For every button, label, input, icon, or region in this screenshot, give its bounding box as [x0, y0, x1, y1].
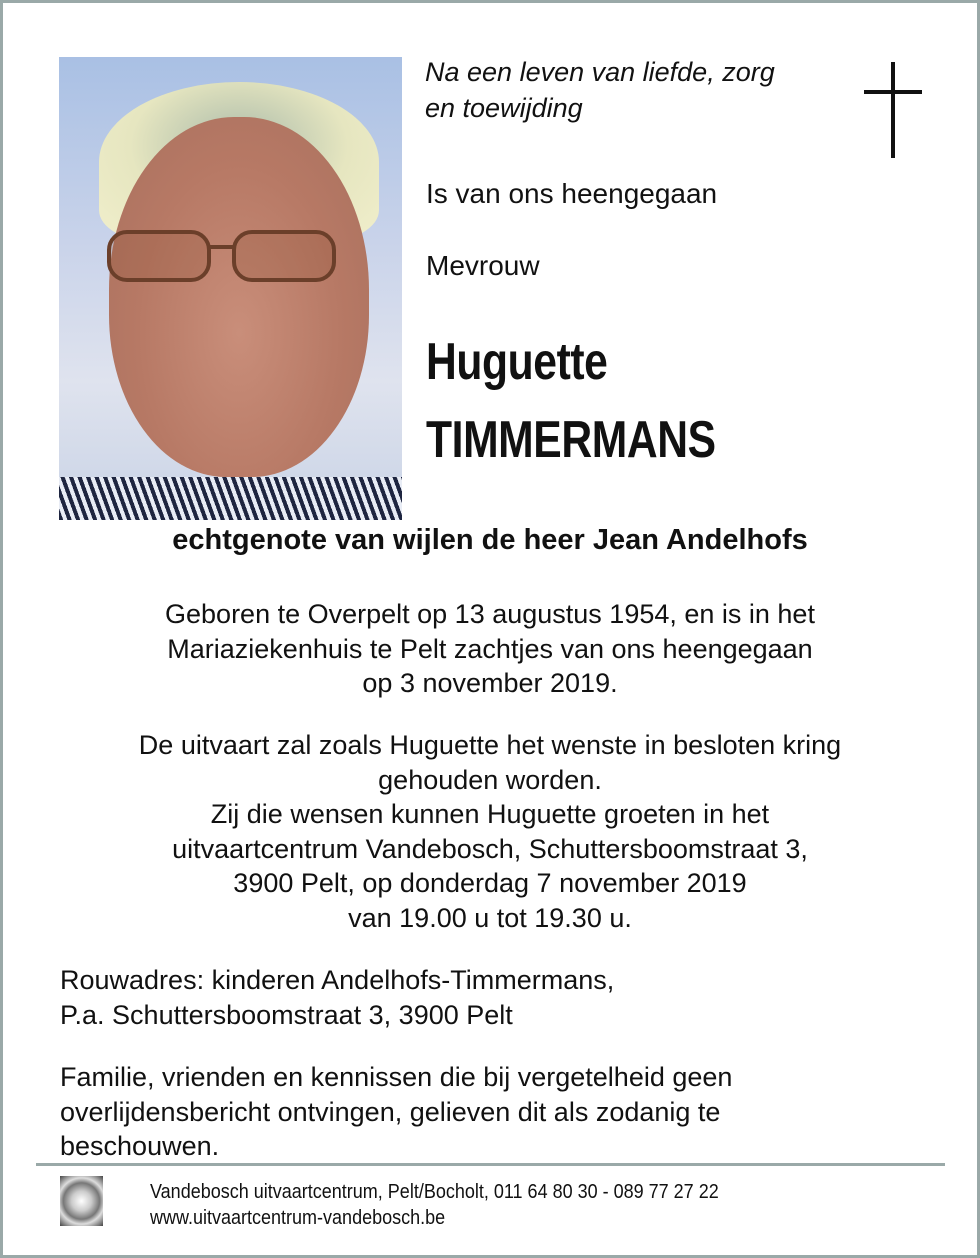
notice-line: Familie, vrienden en kennissen die bij vergetelheid geen — [60, 1062, 733, 1092]
last-name: TIMMERMANS — [426, 411, 716, 469]
funeral-line: van 19.00 u tot 19.30 u. — [348, 902, 632, 933]
notice-line: overlijdensbericht ontvingen, gelieven dit als zodanig te — [60, 1096, 721, 1127]
footer-divider — [36, 1163, 945, 1166]
intro-line: en toewijding — [425, 93, 583, 123]
portrait-photo — [59, 57, 402, 520]
funeral-line: uitvaartcentrum Vandebosch, Schuttersboomstraat 3, — [172, 833, 808, 864]
title-text: Mevrouw — [426, 250, 540, 281]
footer-website: www.uitvaartcentrum-vandebosch.be — [150, 1207, 446, 1229]
spouse-text: echtgenote van wijlen de heer Jean Andelhofs — [172, 524, 808, 556]
first-name: Huguette — [426, 333, 608, 391]
birth-line: Mariaziekenhuis te Pelt zachtjes van ons heengegaan — [167, 633, 813, 664]
intro-text — [425, 54, 775, 126]
funeral-line: gehouden worden. — [378, 764, 602, 795]
passed-text: Is van ons heengegaan — [426, 178, 718, 209]
birth-paragraph — [0, 597, 980, 701]
notice-paragraph — [60, 1060, 732, 1164]
funeral-paragraph — [0, 728, 980, 935]
address-line: P.a. Schuttersboomstraat 3, 3900 Pelt — [60, 999, 513, 1030]
rose-logo-icon — [60, 1176, 103, 1226]
funeral-line: Zij die wensen kunnen Huguette groeten in het — [210, 799, 770, 829]
funeral-line: 3900 Pelt, op donderdag 7 november 2019 — [233, 868, 747, 898]
birth-line: Geboren te Overpelt op 13 augustus 1954, en is in het — [165, 599, 815, 629]
cross-icon — [864, 62, 922, 158]
address-paragraph — [60, 963, 614, 1032]
funeral-line: De uitvaart zal zoals Huguette het wenste in besloten kring — [138, 730, 842, 760]
footer-company: Vandebosch uitvaartcentrum, Pelt/Bocholt, 011 64 80 30 - 089 77 27 22 — [150, 1181, 719, 1203]
intro-line: Na een leven van liefde, zorg — [425, 57, 775, 87]
notice-line: beschouwen. — [60, 1131, 220, 1161]
address-line: Rouwadres: kinderen Andelhofs-Timmermans, — [60, 965, 615, 995]
birth-line: op 3 november 2019. — [362, 668, 618, 698]
